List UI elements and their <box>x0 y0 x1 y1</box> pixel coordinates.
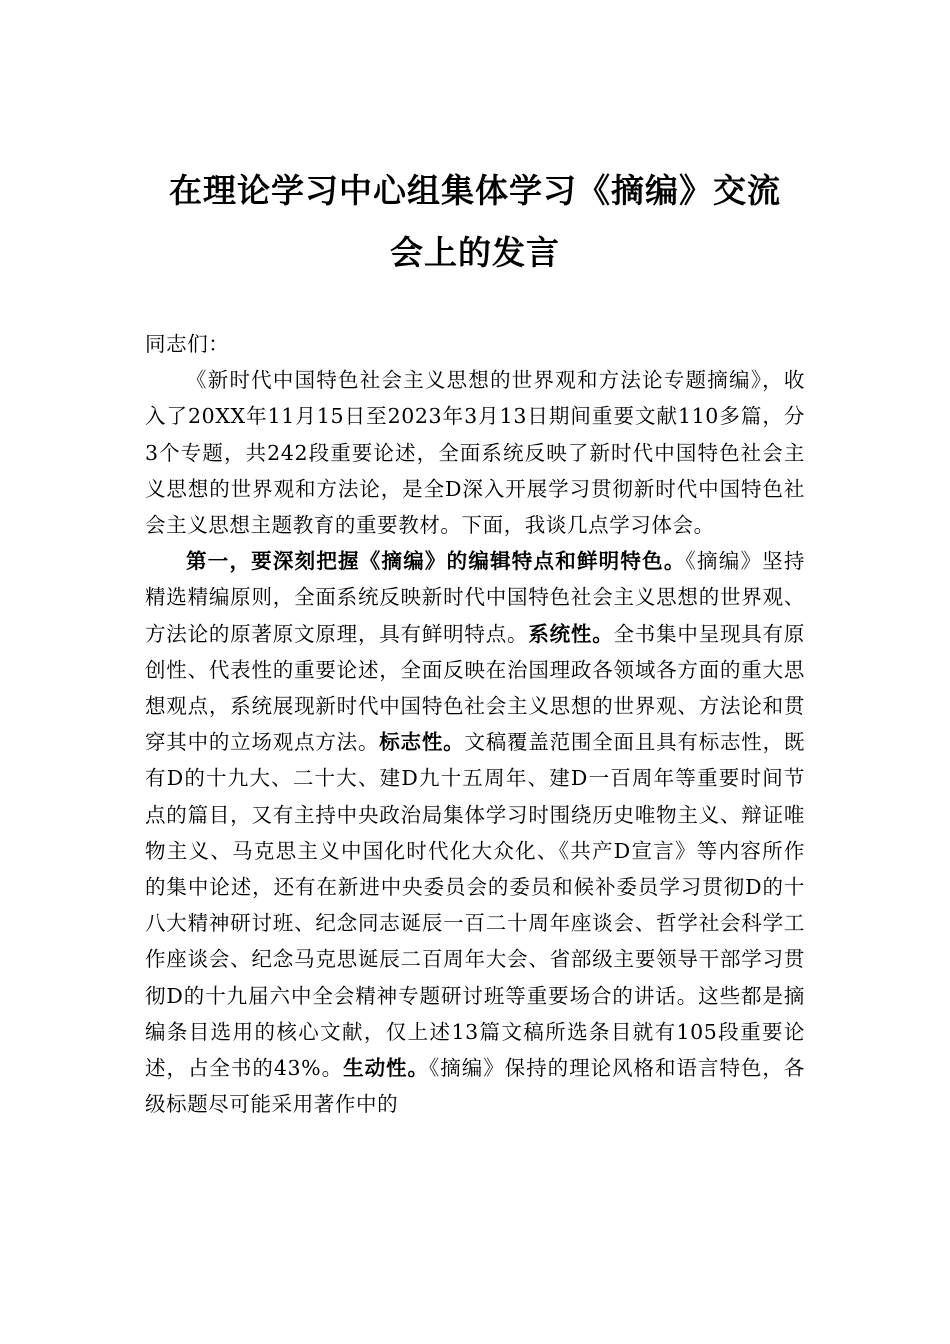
title-line-2: 会上的发言 <box>390 233 560 272</box>
term-systematic: 系统性。 <box>528 621 614 646</box>
document-title <box>145 160 805 284</box>
title-line-1: 在理论学习中心组集体学习《摘编》交流 <box>169 171 781 210</box>
salutation: 同志们： <box>145 332 230 356</box>
section-1-text-2: 全书集中呈现具有原创性、代表性的重要论述，全面反映在治国理政各领域各方面的重大思想观点，系统展现新时代中国特色社会主义思想的世界观、方法论和贯穿其中的立场观点方法。 <box>145 621 805 755</box>
intro-paragraph: 《新时代中国特色社会主义思想的世界观和方法论专题摘编》，收入了20XX年11月15日至2023年3月13日期间重要文献110多篇，分3个专题，共242段重要论述，全面系统反映了新时代中国特色社会主义思想的世界观和方法论，是全D深入开展学习贯彻新时代中国特色社会主义思想主题教育的重要教材。下面，我谈几点学习体会。 <box>145 368 805 538</box>
section-1-paragraph <box>145 543 805 1122</box>
term-vivid: 生动性。 <box>343 1056 430 1081</box>
section-1-text-1: 《摘编》坚持精选精编原则，全面系统反映新时代中国特色社会主义思想的世界观、方法论的原著原文原理，具有鲜明特点。 <box>145 549 805 646</box>
document-body <box>145 326 805 1122</box>
section-1-text-3: 文稿覆盖范围全面且具有标志性，既有D的十九大、二十大、建D九十五周年、建D一百周年等重要时间节点的篇目，又有主持中央政治局集体学习时围绕历史唯物主义、辩证唯物主义、马克思主义中国化时代化大众化、《共产D宣言》等内容所作的集中论述，还有在新进中央委员会的委员和候补委员学习贯彻D的十八大精神研讨班、纪念同志诞辰一百二十周年座谈会、哲学社会科学工作座谈会、纪念马克思诞辰二百周年大会、省部级主要领导干部学习贯彻D的十九届六中全会精神专题研讨班等重要场合的讲话。这些都是摘编条目选用的核心文献，仅上述13篇文稿所选条目就有105段重要论述，占全书的43%。 <box>145 730 805 1081</box>
term-landmark: 标志性。 <box>379 730 465 755</box>
section-1-heading: 第一，要深刻把握《摘编》的编辑特点和鲜明特色。 <box>186 549 686 574</box>
section-1-text-4: 《摘编》保持的理论风格和语言特色，各级标题尽可能采用著作中的 <box>145 1056 805 1117</box>
